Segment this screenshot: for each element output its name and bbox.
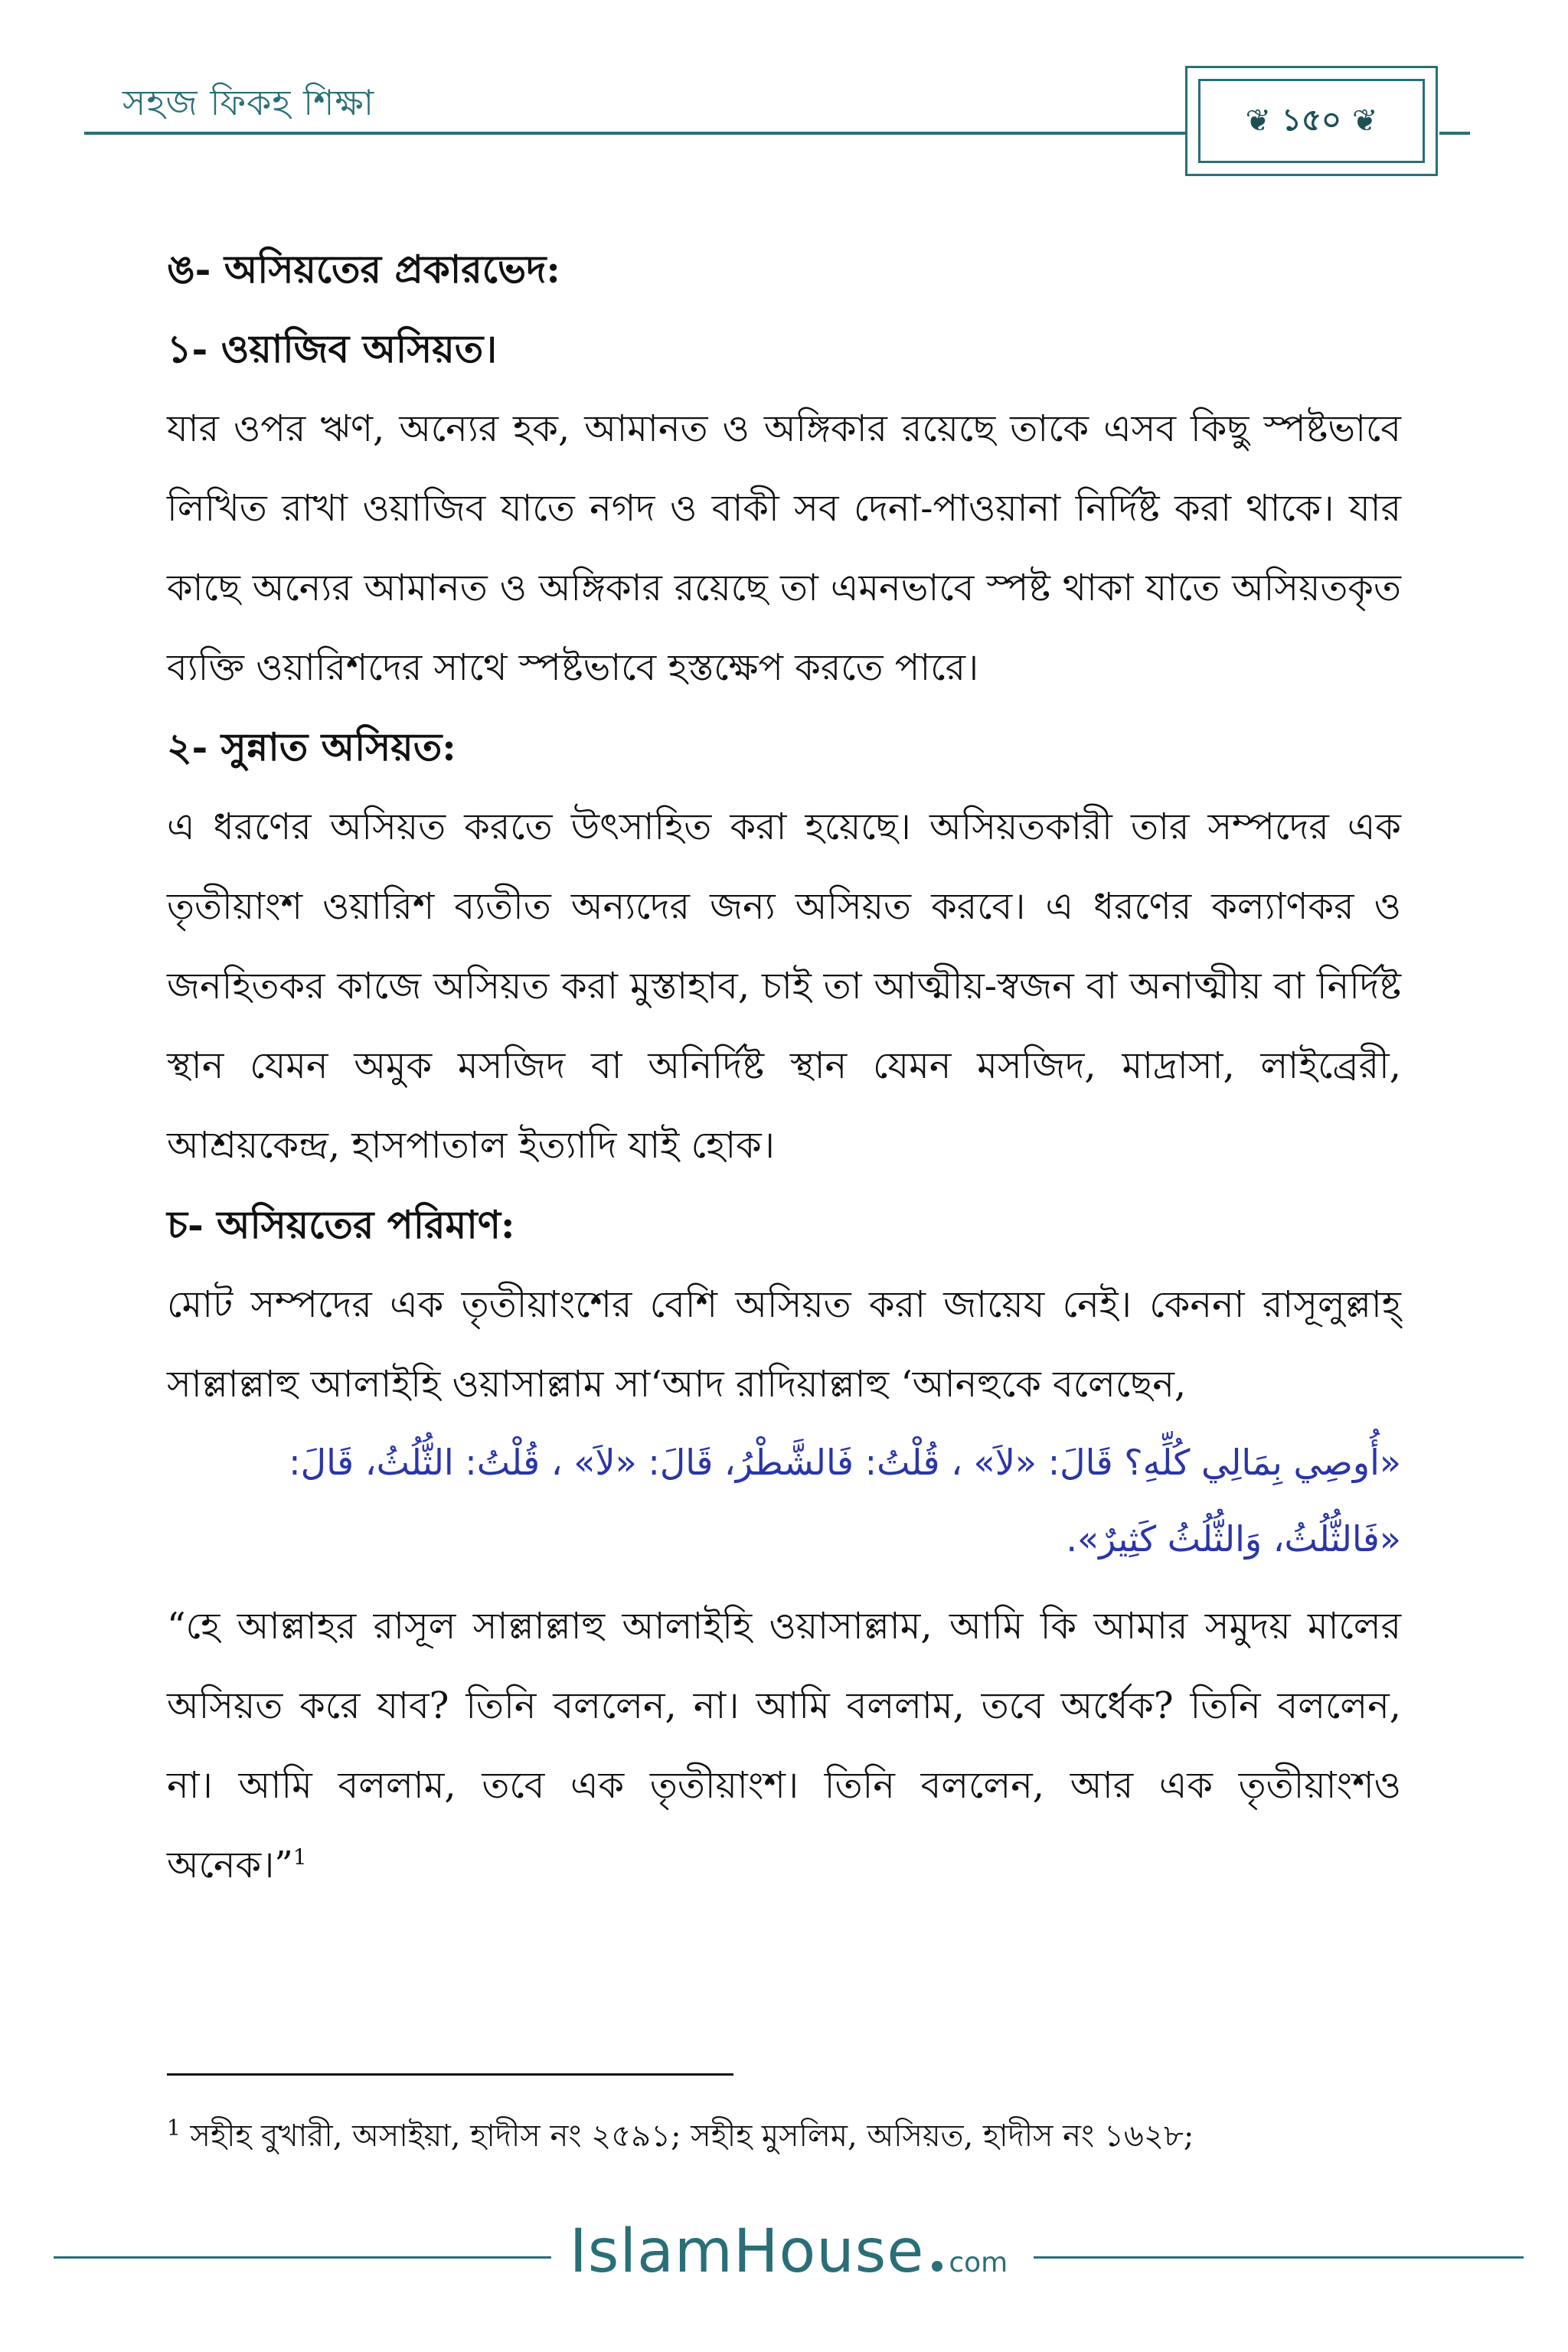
footnote-reference[interactable]: 1 bbox=[292, 1844, 307, 1870]
heading-types: ঙ- অসিয়তের প্রকারভেদ: bbox=[167, 247, 560, 292]
ornament-left-icon: ❦ bbox=[1245, 103, 1272, 139]
logo-suffix-text: com bbox=[949, 2247, 1008, 2278]
heading-wajib: ১- ওয়াজিব অসিয়ত। bbox=[167, 326, 498, 371]
logo-main-text: IslamHouse bbox=[569, 2217, 925, 2286]
arabic-hadith-quote: «أُوصِي بِمَالِي كُلِّهِ؟ قَالَ: «لاَ» ، قُلْتُ: فَالشَّطْرُ، قَالَ: «لاَ» ، قُلْتُ: الثُّلُثُ، قَالَ: «فَالثُّلُثُ، وَالثُّلُثُ كَثِيرٌ». bbox=[289, 1442, 1401, 1560]
header-rule bbox=[84, 132, 1187, 135]
footnote-marker: 1 bbox=[167, 2115, 181, 2141]
islamhouse-logo bbox=[559, 2217, 1018, 2294]
main-content bbox=[167, 230, 1401, 1905]
heading-sunnat: ২- সুন্নাত অসিয়ত: bbox=[167, 724, 456, 769]
translation-text: “হে আল্লাহর রাসূল সাল্লাল্লাহু আলাইহি ওয়াসাল্লাম, আমি কি আমার সমুদয় মালের অসিয়ত করে যাব? তিনি বললেন, না। আমি বললাম, তবে অর্ধেক? তিনি বললেন, না। আমি বললাম, তবে এক তৃতীয়াংশ। তিনি বললেন, আর এক তৃতীয়াংশও অনেক।” bbox=[167, 1605, 1401, 1886]
paragraph-translation bbox=[167, 1586, 1401, 1905]
footnote-rule bbox=[167, 2073, 733, 2076]
page-number-frame bbox=[1198, 79, 1425, 163]
running-title: সহজ ফিকহ শিক্ষা bbox=[122, 82, 375, 123]
footer-rule-right bbox=[1034, 2256, 1524, 2259]
ornament-right-icon: ❦ bbox=[1351, 103, 1378, 139]
paragraph-amount: মোট সম্পদের এক তৃতীয়াংশের বেশি অসিয়ত করা জায়েয নেই। কেননা রাসূলুল্লাহ্‌ সাল্লাল্লাহু আলাইহি ওয়াসাল্লাম সা‘আদ রাদিয়াল্লাহু ‘আনহুকে বলেছেন, bbox=[167, 1283, 1401, 1406]
paragraph-sunnat: এ ধরণের অসিয়ত করতে উৎসাহিত করা হয়েছে। অসিয়তকারী তার সম্পদের এক তৃতীয়াংশ ওয়ারিশ ব্যতীত অন্যদের জন্য অসিয়ত করবে। এ ধরণের কল্যাণকর ও জনহিতকর কাজে অসিয়ত করা মুস্তাহাব, চাই তা আত্মীয়-স্বজন বা অনাত্মীয় বা নির্দিষ্ট স্থান যেমন অমুক মসজিদ বা অনির্দিষ্ট স্থান যেমন মসজিদ, মাদ্রাসা, লাইব্রেরী, আশ্রয়কেন্দ্র, হাসপাতাল ইত্যাদি যাই হোক। bbox=[167, 805, 1401, 1167]
footer-rule-left bbox=[54, 2256, 551, 2259]
footnote-text: সহীহ বুখারী, অসাইয়া, হাদীস নং ২৫৯১; সহীহ মুসলিম, অসিয়ত, হাদীস নং ১৬২৮; bbox=[190, 2118, 1194, 2154]
page-number: ১৫০ bbox=[1282, 102, 1341, 138]
logo-dot-icon bbox=[932, 2261, 942, 2272]
page-number-box bbox=[1185, 66, 1438, 176]
footnote bbox=[167, 2113, 1401, 2159]
paragraph-wajib: যার ওপর ঋণ, অন্যের হক, আমানত ও অঙ্গিকার রয়েছে তাকে এসব কিছু স্পষ্টভাবে লিখিত রাখা ওয়াজিব যাতে নগদ ও বাকী সব দেনা-পাওয়ানা নির্দিষ্ট করা থাকে। যার কাছে অন্যের আমানত ও অঙ্গিকার রয়েছে তা এমনভাবে স্পষ্ট থাকা যাতে অসিয়তকৃত ব্যক্তি ওয়ারিশদের সাথে স্পষ্টভাবে হস্তক্ষেপ করতে পারে। bbox=[167, 407, 1401, 689]
header-rule-tail bbox=[1439, 132, 1470, 135]
heading-amount: চ- অসিয়তের পরিমাণ: bbox=[167, 1202, 515, 1247]
